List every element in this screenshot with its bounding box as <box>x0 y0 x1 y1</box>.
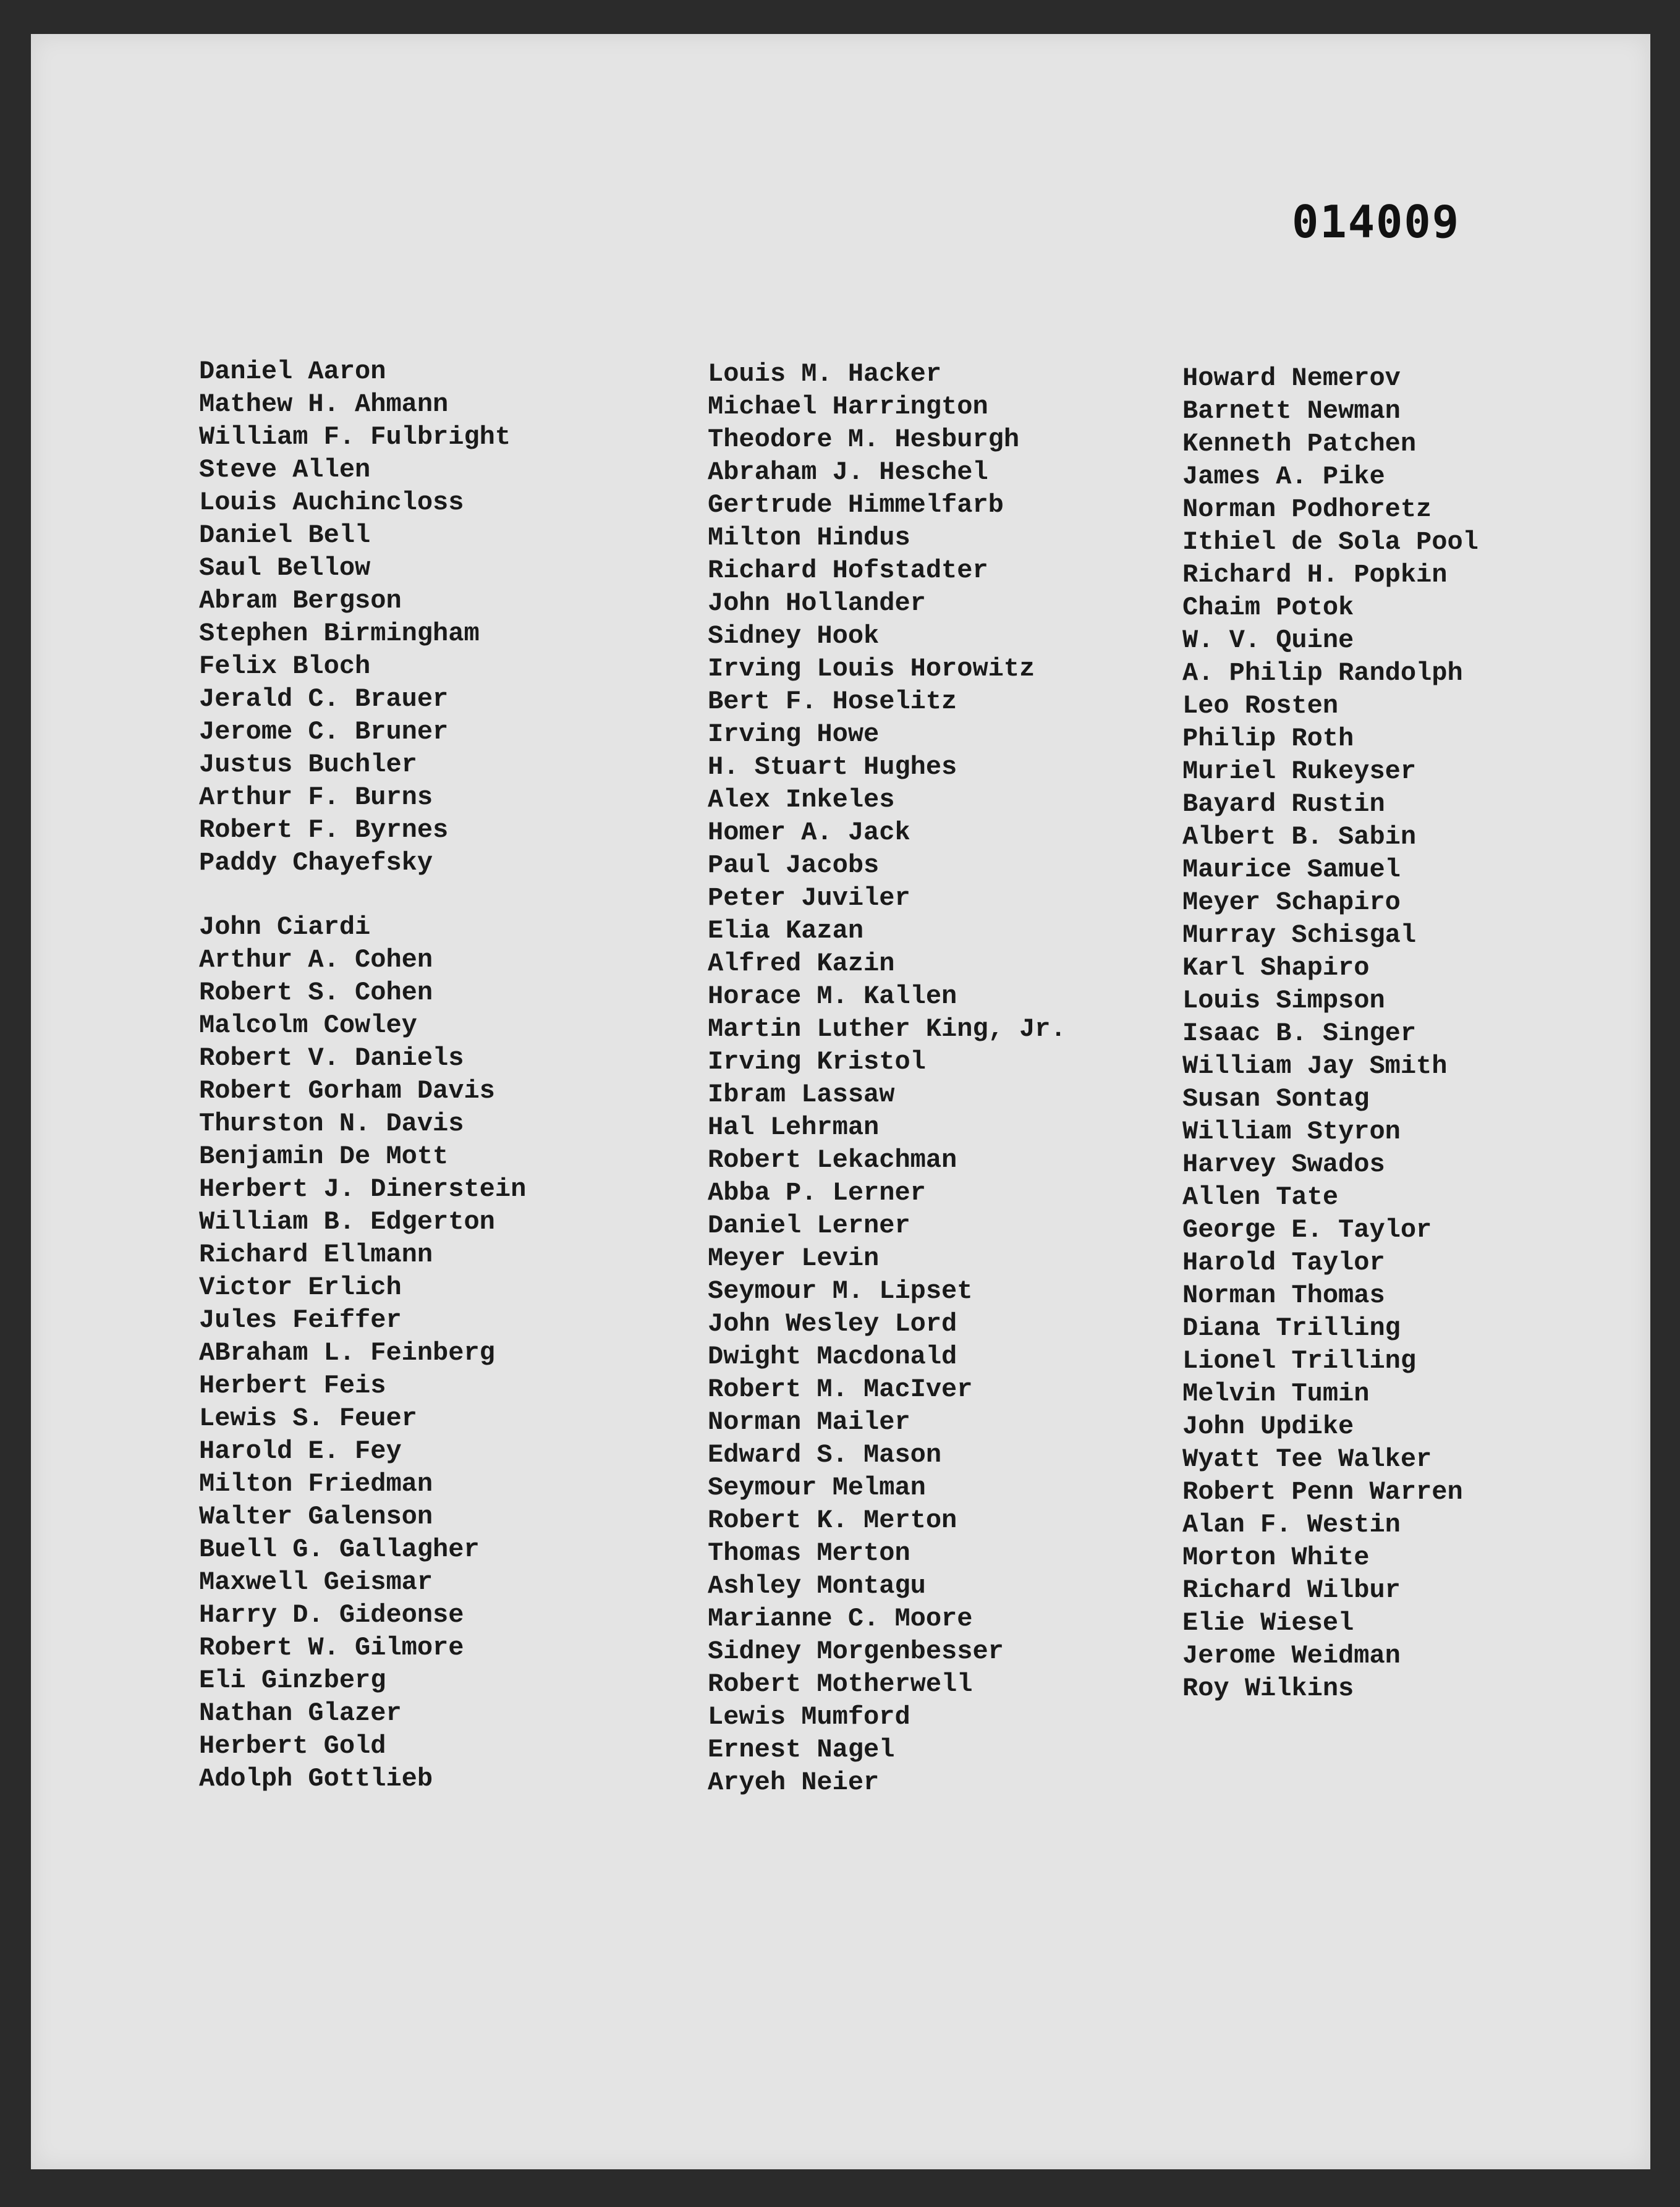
name-entry: Muriel Rukeyser <box>1182 756 1417 786</box>
name-entry: Adolph Gottlieb <box>199 1764 433 1794</box>
name-entry: Robert Motherwell <box>708 1669 973 1699</box>
name-entry: Robert S. Cohen <box>199 978 433 1007</box>
name-entry: Robert K. Merton <box>708 1506 957 1535</box>
name-entry: Melvin Tumin <box>1182 1379 1370 1408</box>
name-entry: Wyatt Tee Walker <box>1182 1444 1432 1474</box>
name-entry: Kenneth Patchen <box>1182 429 1417 459</box>
name-entry: Barnett Newman <box>1182 396 1401 426</box>
name-entry: Chaim Potok <box>1182 593 1354 622</box>
name-entry: Norman Mailer <box>708 1407 910 1437</box>
name-entry: Isaac B. Singer <box>1182 1019 1417 1048</box>
name-entry: Howard Nemerov <box>1182 363 1401 393</box>
name-entry: Seymour Melman <box>708 1473 926 1502</box>
name-entry: Richard Hofstadter <box>708 556 988 585</box>
name-entry: Herbert J. Dinerstein <box>199 1174 527 1204</box>
name-entry: A. Philip Randolph <box>1182 658 1463 688</box>
name-entry: Steve Allen <box>199 455 371 485</box>
name-entry: Robert Penn Warren <box>1182 1477 1463 1507</box>
name-entry: Felix Bloch <box>199 651 371 681</box>
name-entry: Horace M. Kallen <box>708 981 957 1011</box>
name-entry: Louis Auchincloss <box>199 488 464 517</box>
name-entry: George E. Taylor <box>1182 1215 1432 1245</box>
name-entry: Ibram Lassaw <box>708 1080 895 1109</box>
name-entry: Richard Wilbur <box>1182 1575 1401 1605</box>
name-entry: Victor Erlich <box>199 1273 402 1302</box>
name-entry: Nathan Glazer <box>199 1698 402 1728</box>
name-entry: Lewis Mumford <box>708 1702 910 1732</box>
name-entry: William Jay Smith <box>1182 1051 1448 1081</box>
name-entry: Diana Trilling <box>1182 1313 1401 1343</box>
name-entry: Karl Shapiro <box>1182 953 1370 983</box>
name-entry: Jerome C. Bruner <box>199 717 449 747</box>
name-entry: Gertrude Himmelfarb <box>708 490 1004 520</box>
document-page <box>31 34 1650 2169</box>
name-entry: Hal Lehrman <box>708 1112 880 1142</box>
name-entry: Robert F. Byrnes <box>199 815 449 845</box>
name-entry: Harold Taylor <box>1182 1248 1385 1277</box>
name-entry: Daniel Bell <box>199 520 371 550</box>
name-entry: Leo Rosten <box>1182 691 1339 721</box>
name-entry: Ernest Nagel <box>708 1735 895 1764</box>
name-entry: John Updike <box>1182 1412 1354 1441</box>
name-entry: Harry D. Gideonse <box>199 1600 464 1630</box>
name-entry: Daniel Lerner <box>708 1211 910 1240</box>
name-entry: Thomas Merton <box>708 1538 910 1568</box>
name-entry: Roy Wilkins <box>1182 1674 1354 1703</box>
name-entry: Richard Ellmann <box>199 1240 433 1269</box>
name-entry: Michael Harrington <box>708 392 988 421</box>
name-entry: James A. Pike <box>1182 462 1385 491</box>
name-entry: Meyer Schapiro <box>1182 887 1401 917</box>
name-entry: Elia Kazan <box>708 916 864 946</box>
name-entry: Martin Luther King, Jr. <box>708 1014 1066 1044</box>
name-entry: Jules Feiffer <box>199 1305 402 1335</box>
name-entry: Jerome Weidman <box>1182 1641 1401 1671</box>
name-entry: Herbert Gold <box>199 1731 386 1761</box>
name-entry: Eli Ginzberg <box>199 1666 386 1695</box>
name-entry: Maxwell Geismar <box>199 1567 433 1597</box>
name-entry: Abba P. Lerner <box>708 1178 926 1208</box>
name-entry: Arthur A. Cohen <box>199 945 433 975</box>
name-entry: Meyer Levin <box>708 1243 880 1273</box>
name-entry: Alan F. Westin <box>1182 1510 1401 1540</box>
name-entry: Homer A. Jack <box>708 818 910 847</box>
name-entry: Justus Buchler <box>199 750 417 779</box>
name-entry: Allen Tate <box>1182 1182 1339 1212</box>
name-entry: Milton Hindus <box>708 523 910 553</box>
name-entry: Richard H. Popkin <box>1182 560 1448 590</box>
name-entry: Robert V. Daniels <box>199 1043 464 1073</box>
name-entry: Thurston N. Davis <box>199 1109 464 1138</box>
name-entry: Murray Schisgal <box>1182 920 1417 950</box>
name-entry: Bert F. Hoselitz <box>708 687 957 716</box>
name-entry: Daniel Aaron <box>199 357 386 386</box>
name-entry: Robert Lekachman <box>708 1145 957 1175</box>
name-entry: Sidney Hook <box>708 621 880 651</box>
names-column-right <box>1182 362 1478 1705</box>
name-entry: W. V. Quine <box>1182 625 1354 655</box>
name-entry: Mathew H. Ahmann <box>199 389 449 419</box>
name-entry: Louis Simpson <box>1182 986 1385 1015</box>
name-entry: Benjamin De Mott <box>199 1142 449 1171</box>
name-entry: Dwight Macdonald <box>708 1342 957 1371</box>
name-entry: Norman Thomas <box>1182 1281 1385 1310</box>
name-entry: Walter Galenson <box>199 1502 433 1531</box>
name-entry: Milton Friedman <box>199 1469 433 1499</box>
name-entry: Sidney Morgenbesser <box>708 1637 1004 1666</box>
name-entry: Philip Roth <box>1182 724 1354 753</box>
name-entry: Irving Kristol <box>708 1047 926 1077</box>
name-entry: William B. Edgerton <box>199 1207 495 1237</box>
name-entry: Lewis S. Feuer <box>199 1404 417 1433</box>
name-entry: Edward S. Mason <box>708 1440 942 1470</box>
name-entry: Morton White <box>1182 1543 1370 1572</box>
name-entry: John Ciardi <box>199 912 371 942</box>
name-entry: John Hollander <box>708 588 926 618</box>
name-entry: Alfred Kazin <box>708 949 895 978</box>
name-entry: Stephen Birmingham <box>199 619 480 648</box>
name-entry: Lionel Trilling <box>1182 1346 1417 1376</box>
name-entry: Paul Jacobs <box>708 850 880 880</box>
name-entry: Maurice Samuel <box>1182 855 1401 884</box>
name-entry: Abram Bergson <box>199 586 402 616</box>
name-entry: Paddy Chayefsky <box>199 848 433 878</box>
name-entry: Peter Juviler <box>708 883 910 913</box>
name-entry: Bayard Rustin <box>1182 789 1385 819</box>
name-entry: Aryeh Neier <box>708 1768 880 1797</box>
name-entry: Marianne C. Moore <box>708 1604 973 1633</box>
name-entry: H. Stuart Hughes <box>708 752 957 782</box>
name-entry: Buell G. Gallagher <box>199 1535 480 1564</box>
name-entry: Seymour M. Lipset <box>708 1276 973 1306</box>
name-entry: Irving Howe <box>708 719 880 749</box>
name-entry: Norman Podhoretz <box>1182 494 1432 524</box>
name-entry: Ithiel de Sola Pool <box>1182 527 1478 557</box>
name-entry: Arthur F. Burns <box>199 782 433 812</box>
name-entry: Elie Wiesel <box>1182 1608 1354 1638</box>
name-entry: Louis M. Hacker <box>708 359 942 389</box>
name-entry: Irving Louis Horowitz <box>708 654 1035 684</box>
name-entry: Saul Bellow <box>199 553 371 583</box>
name-entry: Susan Sontag <box>1182 1084 1370 1114</box>
name-entry: Ashley Montagu <box>708 1571 926 1601</box>
name-entry: Robert Gorham Davis <box>199 1076 495 1106</box>
name-entry: ABraham L. Feinberg <box>199 1338 495 1368</box>
name-entry: Robert W. Gilmore <box>199 1633 464 1663</box>
name-entry: Robert M. MacIver <box>708 1375 973 1404</box>
name-entry: William Styron <box>1182 1117 1401 1146</box>
names-column-left <box>199 355 526 1795</box>
name-entry: John Wesley Lord <box>708 1309 957 1339</box>
name-entry: Jerald C. Brauer <box>199 684 449 714</box>
name-entry: Herbert Feis <box>199 1371 386 1400</box>
names-column-middle <box>708 358 1066 1799</box>
name-entry: Abraham J. Heschel <box>708 457 988 487</box>
name-entry: William F. Fulbright <box>199 422 511 452</box>
name-entry: Albert B. Sabin <box>1182 822 1417 852</box>
name-entry: Theodore M. Hesburgh <box>708 425 1020 454</box>
name-entry: Harvey Swados <box>1182 1150 1385 1179</box>
document-number: 014009 <box>1292 196 1461 248</box>
name-entry: Alex Inkeles <box>708 785 895 815</box>
name-entry: Harold E. Fey <box>199 1436 402 1466</box>
name-entry: Malcolm Cowley <box>199 1010 417 1040</box>
